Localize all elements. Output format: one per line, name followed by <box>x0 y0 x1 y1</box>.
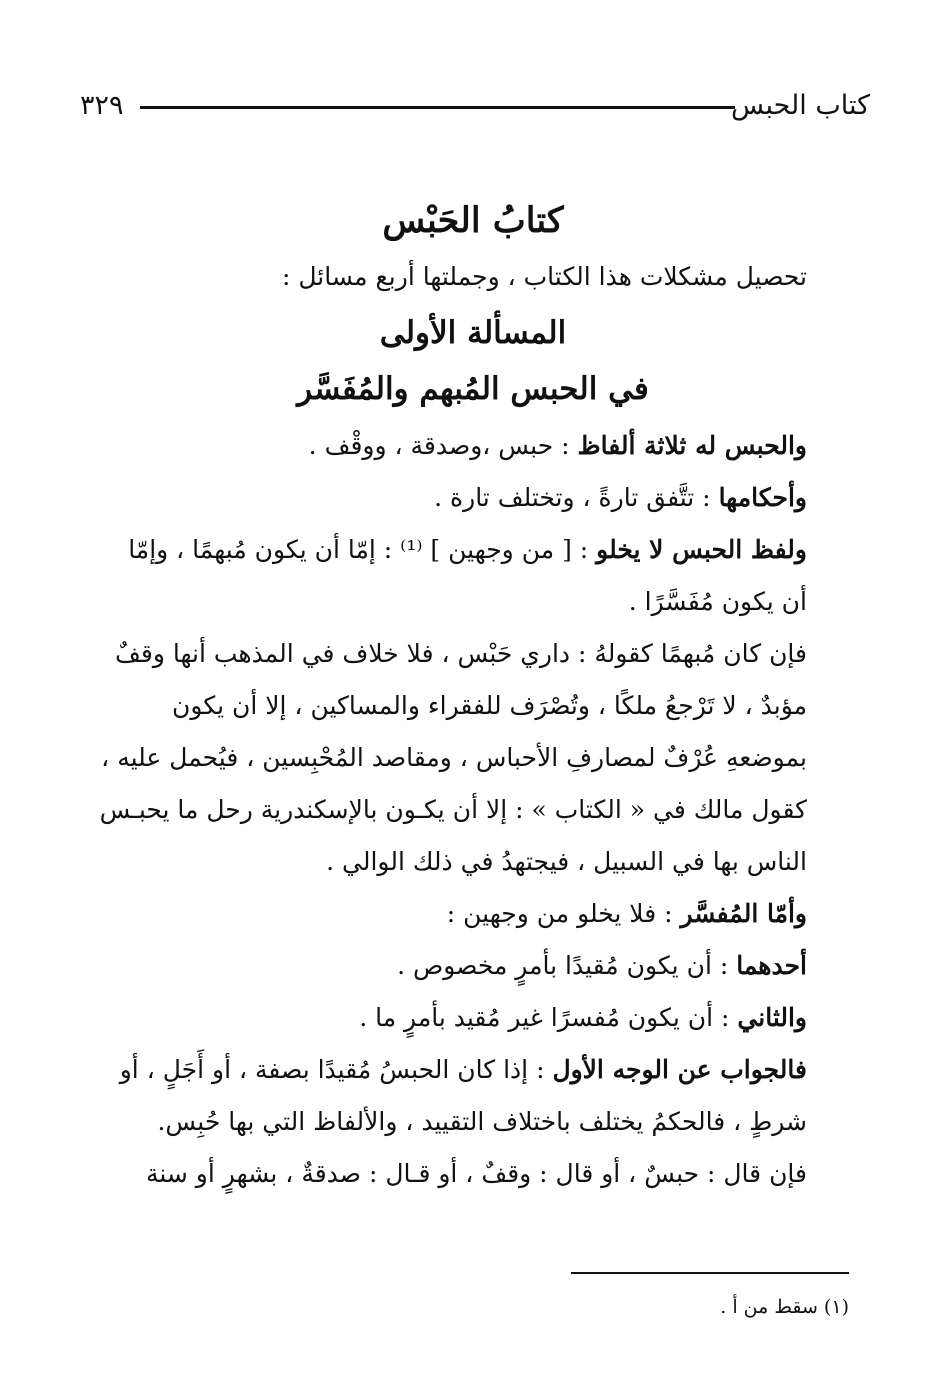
paragraph-text: : فلا يخلو من وجهين : <box>446 899 681 928</box>
page-number: ٣٢٩ <box>80 90 124 121</box>
paragraph-lead: فالجواب عن الوجه الأول <box>552 1055 807 1084</box>
paragraph-lead: وأحكامها <box>718 483 807 512</box>
book-title: كتابُ الحَبْس <box>382 200 564 241</box>
intro-line: تحصيل مشكلات هذا الكتاب ، وجملتها أربع مسائل : <box>281 262 807 291</box>
paragraph-lead: أحدهما <box>736 951 807 980</box>
paragraph-text: : حبس ،وصدقة ، ووقْف . <box>308 431 578 460</box>
paragraph-text: : إذا كان الحبسُ مُقيدًا بصفة ، أو أَجَلٍ ، أو شرطٍ ، فالحكمُ يختلف باختلاف التقييد ، والألفاظ التي بها حُبِس. <box>119 1055 807 1136</box>
paragraph <box>97 420 849 472</box>
footnote-rule <box>571 1272 849 1274</box>
paragraph-text: : أن يكون مُفسرًا غير مُقيد بأمرٍ ما . <box>359 1003 738 1032</box>
section-subheading: في الحبس المُبهم والمُفَسَّر <box>297 371 649 407</box>
paragraph <box>97 472 849 524</box>
header-rule <box>140 106 735 109</box>
paragraph-text: فإن كان مُبهمًا كقولهُ : داري حَبْس ، فلا خلاف في المذهب أنها وقفٌ مؤبدٌ ، لا تَرْجعُ ملكًا ، وتُصْرَف للفقراء والمساكين ، إلا أن يكون بموضعهِ عُرْفٌ لمصارفِ الأحباس ، ومقاصد المُحْبِسين ، فيُحمل عليه ، كقول مالك في « الكتاب » : إلا أن يكـون بالإسكندرية رحل ما يحبـس الناس بها في السبيل ، فيجتهدُ في ذلك الوالي . <box>99 639 807 876</box>
paragraph-text: فإن قال : حبسٌ ، أو قال : وقفٌ ، أو قـال : صدقةٌ ، بشهرٍ أو سنة <box>145 1159 807 1188</box>
paragraph-text: : أن يكون مُقيدًا بأمرٍ مخصوص . <box>397 951 737 980</box>
paragraph-lead: ولفظ الحبس لا يخلو <box>596 535 807 564</box>
footnote: (١) سقط من أ . <box>720 1296 849 1318</box>
paragraph <box>97 1044 849 1148</box>
running-header <box>80 82 870 122</box>
paragraph <box>97 888 849 940</box>
paragraph-lead: وأمّا المُفسَّر <box>680 899 807 928</box>
paragraph-text: : [ من وجهين ] ⁽¹⁾ : إمّا أن يكون مُبهمًا ، وإمّا أن يكون مُفَسَّرًا . <box>128 535 807 616</box>
page-body <box>97 196 849 1200</box>
paragraph <box>97 1148 849 1200</box>
paragraph-lead: والحبس له ثلاثة ألفاظ <box>577 431 807 460</box>
running-header-title: كتاب الحبس <box>731 90 870 121</box>
section-heading: المسألة الأولى <box>379 315 567 351</box>
paragraph-lead: والثاني <box>737 1003 807 1032</box>
paragraph <box>97 992 849 1044</box>
paragraph <box>97 940 849 992</box>
paragraph <box>97 524 849 628</box>
paragraph <box>97 628 849 888</box>
paragraph-text: : تتَّفق تارةً ، وتختلف تارة . <box>434 483 719 512</box>
